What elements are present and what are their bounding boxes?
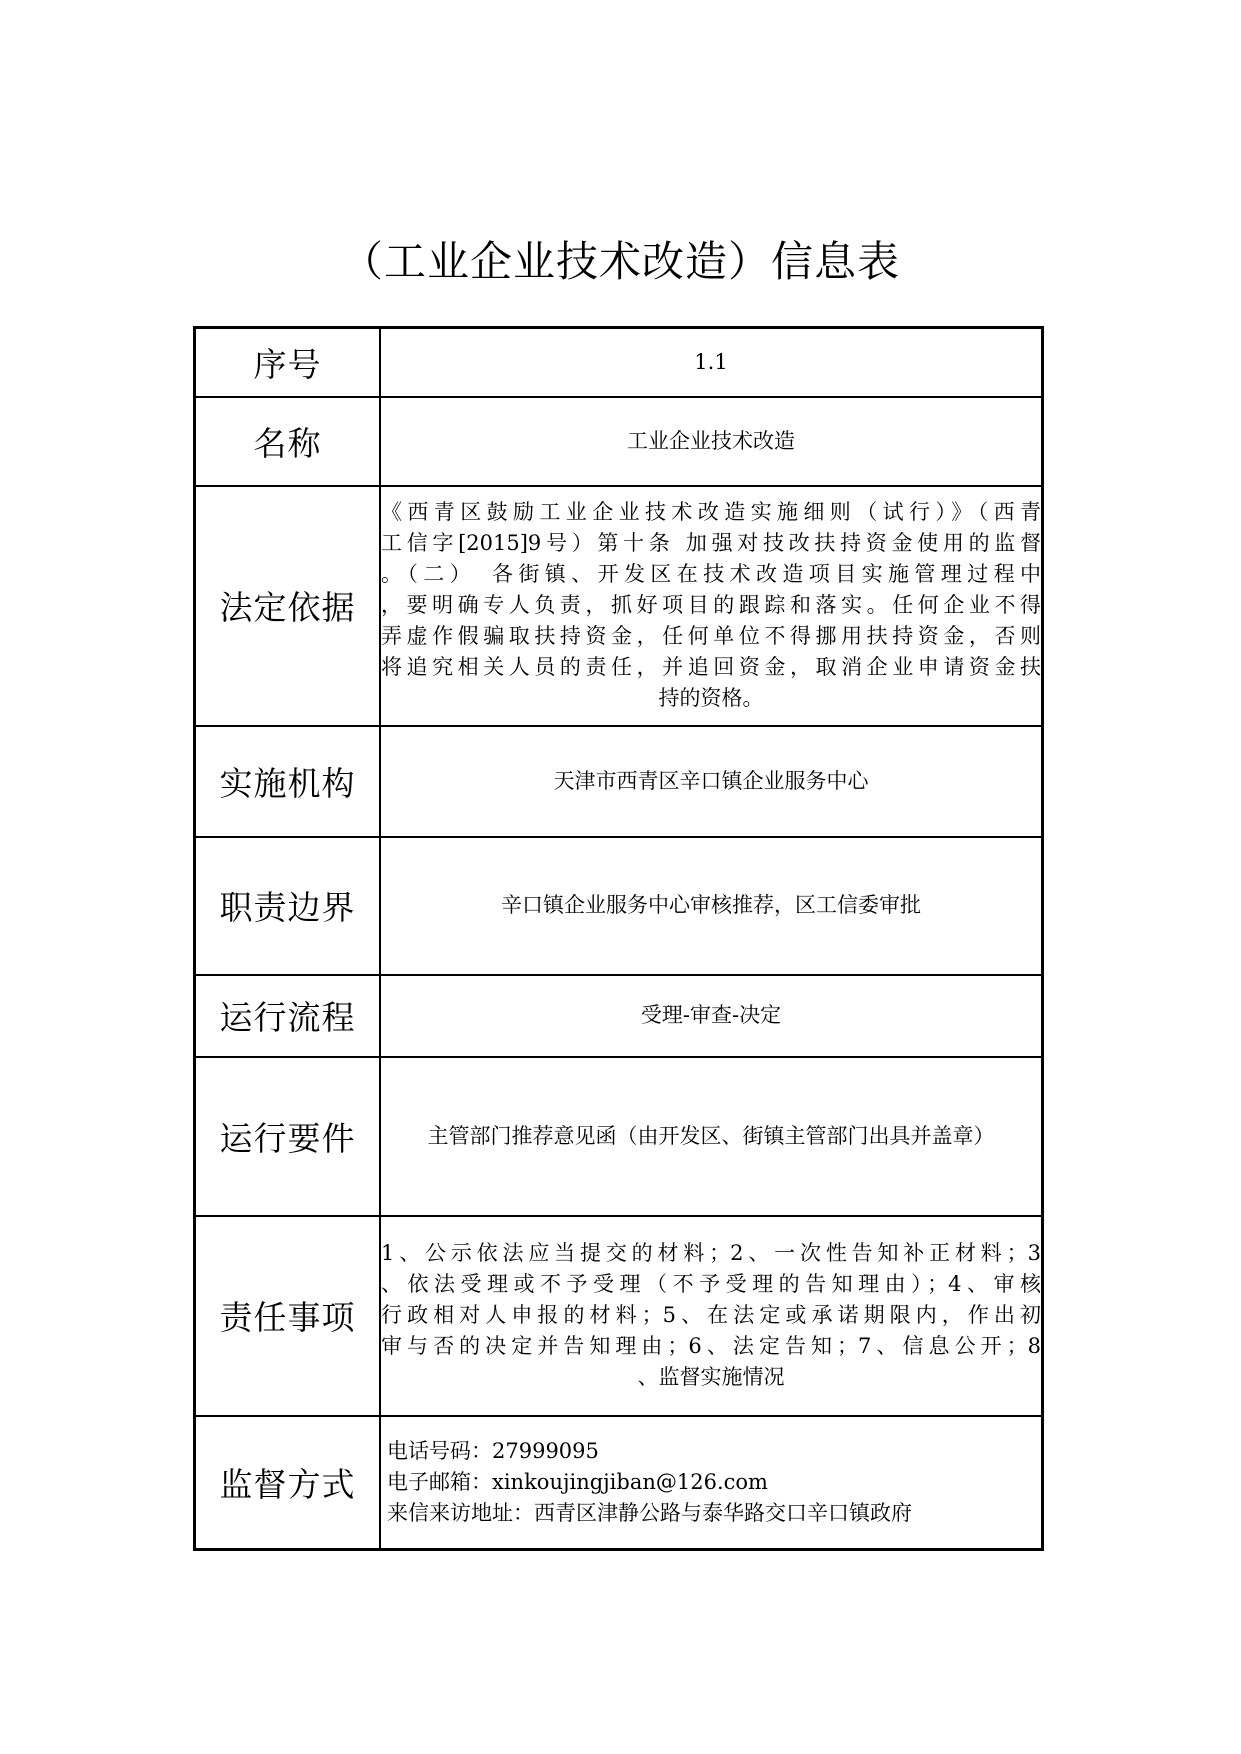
info-table — [193, 326, 1044, 1551]
duties-label: 责任事项 — [195, 1216, 381, 1416]
legal-basis-line: 持的资格。 — [658, 686, 764, 710]
duties-line: 、监督实施情况 — [637, 1365, 785, 1389]
responsibility-boundary-label: 职责边界 — [195, 837, 381, 975]
agency-label: 实施机构 — [195, 726, 381, 837]
duties-value — [380, 1216, 1043, 1416]
agency-value: 天津市西青区辛口镇企业服务中心 — [380, 726, 1043, 837]
supervision-phone: 电话号码：27999095 — [387, 1438, 599, 1463]
serial-label: 序号 — [195, 328, 381, 397]
legal-basis-value — [380, 486, 1043, 726]
row-legal-basis — [195, 486, 1043, 726]
row-supervision — [195, 1416, 1043, 1550]
duties-line: 审与否的决定并告知理由；6、法定告知；7、信息公开；8 — [381, 1334, 1041, 1358]
duties-line: 行政相对人申报的材料；5、在法定或承诺期限内，作出初 — [381, 1303, 1041, 1327]
responsibility-boundary-value: 辛口镇企业服务中心审核推荐，区工信委审批 — [380, 837, 1043, 975]
row-duties — [195, 1216, 1043, 1416]
serial-value: 1.1 — [380, 328, 1043, 397]
legal-basis-line: ，要明确专人负责，抓好项目的跟踪和落实。任何企业不得 — [381, 593, 1041, 617]
legal-basis-line: 《西青区鼓励工业企业技术改造实施细则（试行）》（西青 — [381, 500, 1041, 524]
duties-line: 、依法受理或不予受理（不予受理的告知理由）；4、审核 — [381, 1272, 1041, 1296]
legal-basis-line: 工信字[2015]9号）第十条 加强对技改扶持资金使用的监督 — [381, 531, 1041, 555]
supervision-label: 监督方式 — [195, 1416, 381, 1550]
requirements-value: 主管部门推荐意见函（由开发区、街镇主管部门出具并盖章） — [380, 1057, 1043, 1216]
supervision-value — [380, 1416, 1043, 1550]
supervision-address: 来信来访地址：西青区津静公路与泰华路交口辛口镇政府 — [387, 1500, 912, 1525]
name-label: 名称 — [195, 397, 381, 486]
row-responsibility-boundary — [195, 837, 1043, 975]
duties-line: 1、公示依法应当提交的材料；2、一次性告知补正材料；3 — [381, 1241, 1041, 1265]
row-serial — [195, 328, 1043, 397]
row-name — [195, 397, 1043, 486]
process-label: 运行流程 — [195, 975, 381, 1057]
row-requirements — [195, 1057, 1043, 1216]
row-agency — [195, 726, 1043, 837]
legal-basis-line: 。（二） 各街镇、开发区在技术改造项目实施管理过程中 — [381, 562, 1041, 586]
legal-basis-line: 将追究相关人员的责任，并追回资金，取消企业申请资金扶 — [381, 655, 1041, 679]
legal-basis-label: 法定依据 — [195, 486, 381, 726]
requirements-label: 运行要件 — [195, 1057, 381, 1216]
legal-basis-line: 弄虚作假骗取扶持资金，任何单位不得挪用扶持资金，否则 — [381, 624, 1041, 648]
name-value: 工业企业技术改造 — [380, 397, 1043, 486]
page-title: （工业企业技术改造）信息表 — [340, 237, 900, 286]
row-process — [195, 975, 1043, 1057]
supervision-email: 电子邮箱：xinkoujingjiban@126.com — [387, 1469, 768, 1494]
process-value: 受理-审查-决定 — [380, 975, 1043, 1057]
